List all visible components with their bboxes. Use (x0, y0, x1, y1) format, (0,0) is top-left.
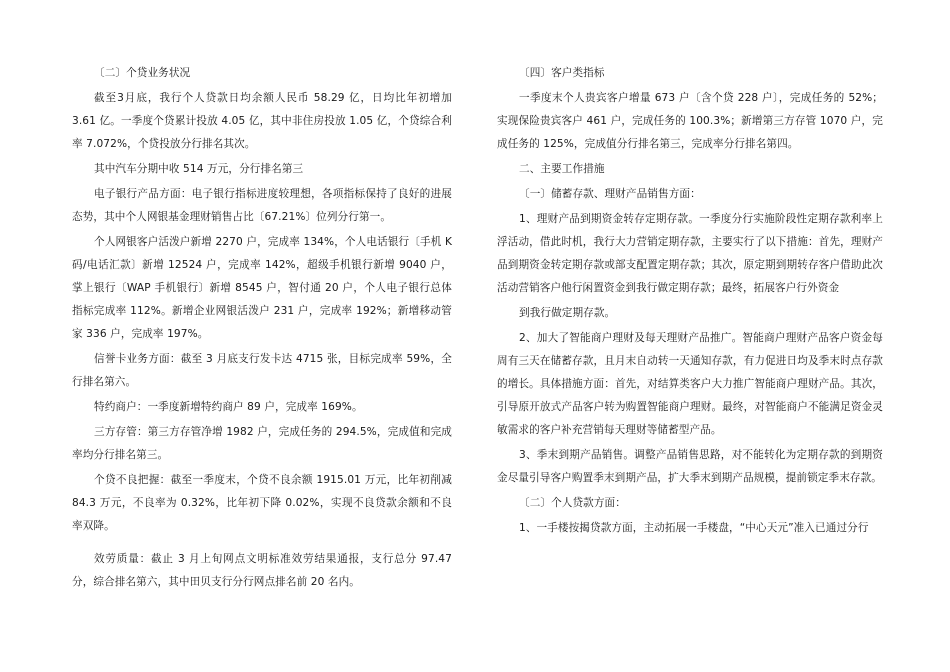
left-column (72, 62, 452, 596)
paragraph-measure-2: 2、加大了智能商户理财及每天理财产品推广。智能商户理财产品客户资金每周有三天在储蓄存款，且月末自动转一天通知存款，有力促进日均及季末时点存款的增长。具体措施方面：首先，对结算类客户大力推广智能商户理财产品。其次，引导原开放式产品客户转为购置智能商户理财。最终，对智能商户不能满足资金灵敏需求的客户补充营销每天理财等储蓄型产品。 (497, 332, 883, 436)
paragraph-measure-1-continued: 到我行做定期存款。 (519, 307, 616, 319)
paragraph-measure-1: 1、理财产品到期资金转存定期存款。一季度分行实施阶段性定期存款利率上浮活动，借此时机，我行大力营销定期存款，主要实行了以下措施：首先，理财产品到期资金转定期存款或部支配置定期存款；其次，原定期到期转存客户借助此次活动营销客户他行闲置资金到我行做定期存款；最终，拓展客户行外资金 (497, 213, 883, 294)
paragraph-e-banking: 电子银行产品方面：电子银行指标进度较理想，各项指标保持了良好的进展态势，其中个人网银基金理财销售占比〔67.21%〕位列分行第一。 (72, 188, 452, 223)
paragraph-third-party-custody: 三方存管：第三方存管净增 1982 户，完成任务的 294.5%，完成值和完成率均分行排名第三。 (72, 426, 452, 461)
paragraph-credit-card: 信誉卡业务方面：截至 3 月底支行发卡达 4715 张，目标完成率 59%，全行排名第六。 (72, 353, 452, 388)
paragraph-online-banking-users: 个人网银客户活泼户新增 2270 户，完成率 134%，个人电话银行〔手机 K 码/电话汇款〕新增 12524 户，完成率 142%，超级手机银行新增 9040 户，掌上银行〔WAP 手机银行〕新增 8545 户，智付通 20 户，个人电子银行总体指标完成率 112%。新增企业网银活泼户 231 户，完成率 192%；新增移动管家 336 户，完成率 197%。 (72, 236, 452, 340)
paragraph-merchants: 特约商户：一季度新增特约商户 89 户，完成率 169%。 (94, 401, 363, 413)
paragraph-vip-customers: 一季度末个人贵宾客户增量 673 户〔含个贷 228 户〕，完成任务的 52%；实现保险贵宾客户 461 户，完成任务的 100.3%；新增第三方存管 1070 户，完成任务的 125%，完成值分行排名第三，完成率分行排名第四。 (497, 92, 883, 150)
paragraph-auto-installment: 其中汽车分期中收 514 万元，分行排名第三 (94, 163, 304, 175)
paragraph-spacer (72, 540, 452, 548)
section-heading-main-measures: 二、主要工作措施 (519, 163, 605, 175)
paragraph-bad-loans: 个贷不良把握：截至一季度末，个贷不良余额 1915.01 万元，比年初削减 84.3 万元，不良率为 0.32%，比年初下降 0.02%，实现不良贷款余额和不良率双降。 (72, 474, 452, 532)
paragraph-service-quality: 效劳质量：截止 3 月上旬网点文明标准效劳结果通报，支行总分 97.47 分，综合排名第六，其中田贝支行分行网点排名前 20 名内。 (72, 553, 452, 588)
section-heading-personal-loans: 〔二〕个贷业务状况 (94, 67, 191, 79)
paragraph-mortgage: 1、一手楼按揭贷款方面，主动拓展一手楼盘，“中心天元”准入已通过分行 (519, 522, 869, 534)
paragraph-measure-3: 3、季末到期产品销售。调整产品销售思路，对不能转化为定期存款的到期资金尽量引导客户购置季末到期产品，扩大季末到期产品规模，提前锁定季末存款。 (497, 449, 883, 484)
right-column (497, 62, 883, 542)
section-heading-customer-indicators: 〔四〕客户类指标 (519, 67, 605, 79)
subheading-personal-loans: 〔二〕个人贷款方面： (519, 497, 626, 509)
paragraph-loan-balance: 截至3月底，我行个人贷款日均余额人民币 58.29 亿，日均比年初增加 3.61 亿。一季度个贷累计投放 4.05 亿，其中非住房投放 1.05 亿，个贷综合利率 7.072%，个贷投放分行排名其次。 (72, 92, 452, 150)
subheading-savings-wealth: 〔一〕储蓄存款、理财产品销售方面： (519, 188, 701, 200)
